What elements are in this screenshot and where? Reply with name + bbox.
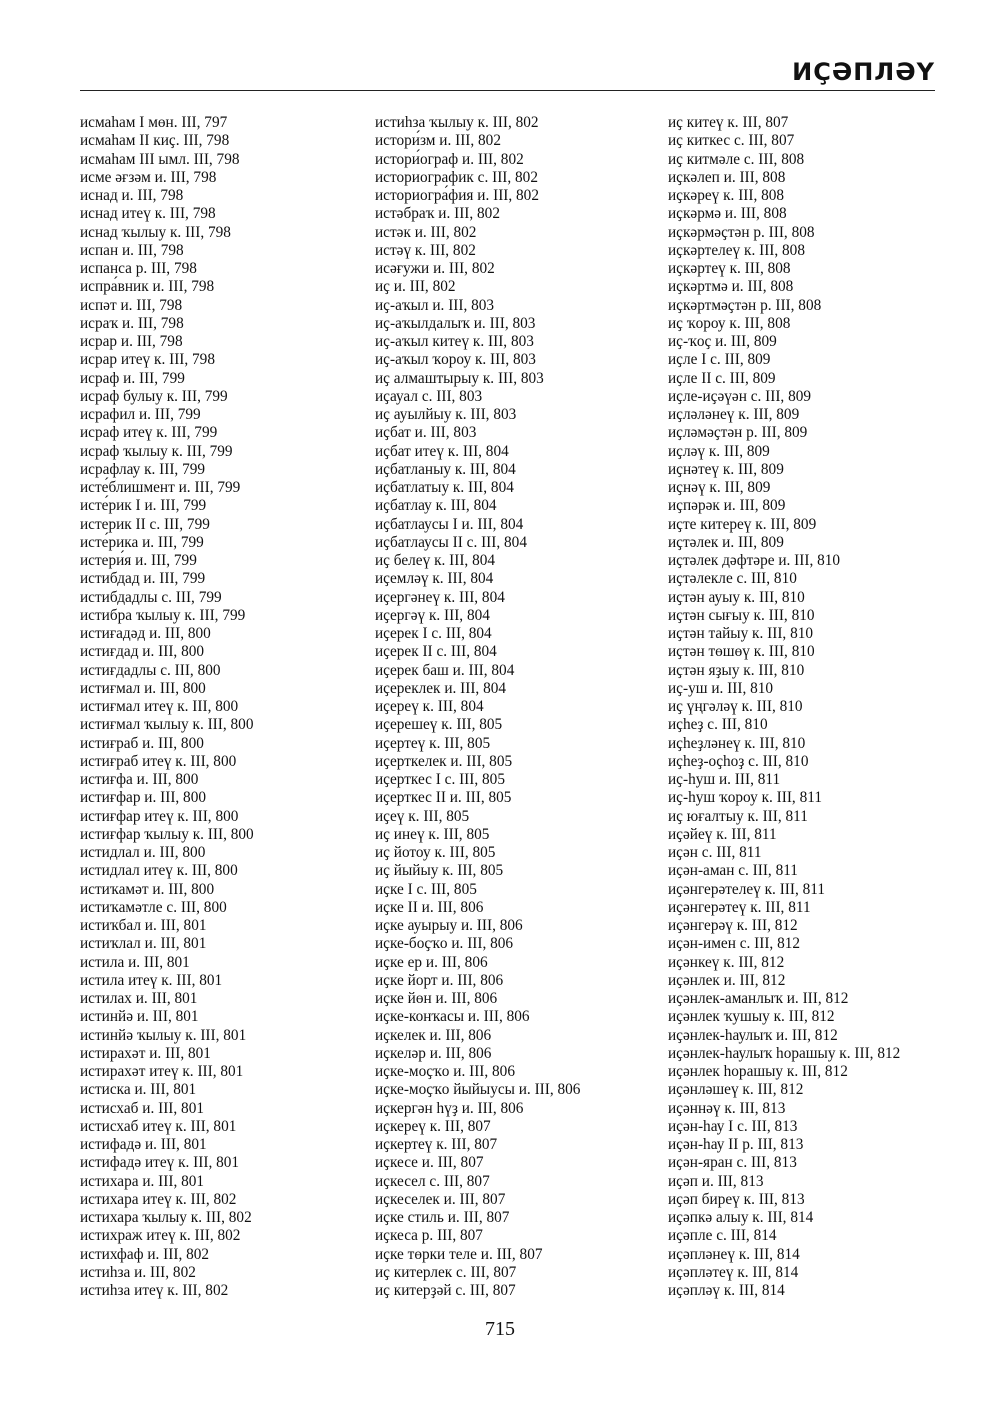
- index-entry: иҫәнгерәтеү к. III, 811: [668, 898, 811, 916]
- running-header: [80, 58, 935, 90]
- index-entry: иҫбатлаусы I и. III, 804: [375, 515, 524, 533]
- index-entry: испра́вник и. III, 798: [80, 278, 215, 296]
- index-entry: иҫәп биреү к. III, 813: [668, 1190, 805, 1208]
- index-entry: иҫтәлек и. III, 809: [668, 533, 784, 551]
- index-entry: иҫнәү к. III, 809: [668, 479, 771, 496]
- index-entry: иҫке ер и. III, 806: [375, 953, 488, 971]
- running-head-title: ИҪӘПЛӘҮ: [792, 58, 935, 86]
- index-entry: иҫергәү к. III, 804: [375, 606, 490, 624]
- index-entry: исрар и. III, 798: [80, 333, 183, 350]
- index-entry: иҫ инеү к. III, 805: [375, 825, 490, 843]
- index-entry: истиҡбал и. III, 801: [80, 917, 207, 934]
- index-entry: иҫке II и. III, 806: [375, 898, 484, 916]
- index-entry: иҫәнләшеү к. III, 812: [668, 1081, 804, 1099]
- index-entry: иснад ҡылыу к. III, 798: [80, 223, 231, 241]
- index-entry: истиһза итеү к. III, 802: [80, 1282, 229, 1299]
- index-entry: истирахәт итеү к. III, 801: [80, 1063, 244, 1080]
- index-entry: истибра ҡылыу к. III, 799: [80, 606, 246, 624]
- index-entry: иҫбатлаусы II с. III, 804: [375, 533, 527, 551]
- index-column-3: [668, 114, 900, 1300]
- index-entry: иҫ йыйыу к. III, 805: [375, 862, 504, 880]
- index-entry: иҫһеҙләнеү к. III, 810: [668, 734, 806, 752]
- index-entry: иҫәнлек-аманлыҡ и. III, 812: [668, 990, 849, 1007]
- index-entry: иҫемләү к. III, 804: [375, 570, 494, 588]
- index-entry: иҫкәртмәҫтән р. III, 808: [668, 296, 822, 314]
- index-entry: истиғраб итеү к. III, 800: [80, 752, 237, 770]
- index-entry: иҫкесел с. III, 807: [375, 1172, 490, 1190]
- index-entry: истила итеү к. III, 801: [80, 971, 223, 989]
- index-entry: иҫ китерҙәй с. III, 807: [375, 1282, 516, 1299]
- index-entry: иҫеү к. III, 805: [375, 807, 470, 825]
- index-entry: исәғужи и. III, 802: [375, 260, 495, 277]
- index-entry: иҫкәреү к. III, 808: [668, 187, 785, 204]
- index-entry: иҫкәртмә и. III, 808: [668, 278, 794, 296]
- index-entry: истихара итеү к. III, 802: [80, 1190, 237, 1208]
- index-entry: иҫ-ҡоҫ и. III, 809: [668, 333, 777, 350]
- index-entry: исмаһам III ымл. III, 798: [80, 150, 240, 168]
- index-entry: истиғадәд и. III, 800: [80, 625, 211, 642]
- index-entry: иҫәпләтеү к. III, 814: [668, 1263, 799, 1281]
- index-entry: истиҡамәтле с. III, 800: [80, 898, 227, 916]
- index-entry: истихраж итеү к. III, 802: [80, 1227, 241, 1245]
- index-entry: иҫтән ауыу к. III, 810: [668, 588, 805, 606]
- index-entry: иҫ-аҡыл и. III, 803: [375, 296, 495, 314]
- index-entry: истәү к. III, 802: [375, 241, 476, 259]
- index-entry: иҫтән сығыу к. III, 810: [668, 606, 815, 624]
- index-entry: иҫ алмаштырыу к. III, 803: [375, 369, 544, 387]
- index-column-1: [80, 114, 254, 1300]
- index-entry: иҫәпләнеү к. III, 814: [668, 1245, 800, 1263]
- index-entry: испан и. III, 798: [80, 241, 184, 259]
- index-entry: исраф ҡылыу к. III, 799: [80, 442, 233, 460]
- index-entry: иҫкертеү к. III, 807: [375, 1136, 498, 1153]
- index-entry: иҫкергән һүҙ и. III, 806: [375, 1099, 524, 1117]
- index-entry: иҫле II с. III, 809: [668, 369, 776, 387]
- index-entry: иснад итеү к. III, 798: [80, 205, 216, 223]
- index-entry: иҫтән яҙыу к. III, 810: [668, 661, 805, 679]
- index-entry: исраф итеү к. III, 799: [80, 424, 218, 442]
- page-number: 715: [485, 1318, 515, 1340]
- index-entry: иҫертеү к. III, 805: [375, 734, 491, 752]
- index-entry: истиһза ҡылыу к. III, 802: [375, 114, 539, 131]
- index-entry: иҫкәрмәҫтән р. III, 808: [668, 223, 815, 241]
- index-entry: иҫбат и. III, 803: [375, 424, 477, 442]
- index-entry: иҫкеса р. III, 807: [375, 1227, 483, 1245]
- index-entry: исрафил и. III, 799: [80, 406, 201, 423]
- index-entry: иҫән с. III, 811: [668, 844, 762, 861]
- index-entry: истидлал и. III, 800: [80, 844, 206, 861]
- index-entry: иҫәнгерәү к. III, 812: [668, 917, 798, 934]
- index-entry: иҫ үңгәләү к. III, 810: [668, 698, 803, 715]
- index-entry: иҫән-яран с. III, 813: [668, 1154, 797, 1172]
- index-entry: иҫтәлекле с. III, 810: [668, 570, 797, 588]
- index-entry: иҫке I с. III, 805: [375, 880, 477, 898]
- index-entry: истибдадлы с. III, 799: [80, 588, 222, 606]
- index-entry: иҫкеләр и. III, 806: [375, 1044, 492, 1062]
- index-entry: иҫ китерлек с. III, 807: [375, 1263, 517, 1281]
- index-entry: иҫһеҙ-оҫһоҙ с. III, 810: [668, 752, 809, 770]
- index-entry: иҫпәрәк и. III, 809: [668, 497, 786, 515]
- index-entry: истори́зм и. III, 802: [375, 132, 501, 150]
- index-entry: иҫһеҙ с. III, 810: [668, 716, 768, 734]
- index-entry: иҫке-боҫҡо и. III, 806: [375, 935, 514, 953]
- index-entry: иҫләү к. III, 809: [668, 442, 770, 460]
- index-entry: иҫерек II с. III, 804: [375, 643, 497, 661]
- index-entry: иҫкәрмә и. III, 808: [668, 205, 787, 223]
- index-entry: иҫән-имен с. III, 812: [668, 935, 801, 953]
- index-entry: истидлал итеү к. III, 800: [80, 862, 238, 880]
- index-entry: истери́я и. III, 799: [80, 552, 197, 569]
- index-entry: иҫерткес II и. III, 805: [375, 789, 512, 807]
- index-entry: иҫән-һау I с. III, 813: [668, 1117, 798, 1135]
- index-entry: иҫле I с. III, 809: [668, 351, 771, 369]
- index-entry: иҫәннәү к. III, 813: [668, 1099, 786, 1117]
- index-entry: иҫкесе и. III, 807: [375, 1154, 484, 1172]
- index-entry: истиска и. III, 801: [80, 1081, 197, 1099]
- index-entry: иҫтән төшөү к. III, 810: [668, 643, 815, 661]
- index-entry: иҫ-аҡыл китеү к. III, 803: [375, 333, 534, 350]
- index-entry: иҫ китмәле с. III, 808: [668, 150, 805, 168]
- index-entry: истиҡамәт и. III, 800: [80, 880, 215, 898]
- index-entry: иҫауал с. III, 803: [375, 387, 483, 405]
- index-entry: иҫке-моҫҡо и. III, 806: [375, 1063, 515, 1080]
- index-entry: исмаһам I мөн. III, 797: [80, 114, 228, 131]
- index-entry: истәк и. III, 802: [375, 223, 477, 241]
- index-entry: иҫерткес I с. III, 805: [375, 771, 505, 788]
- index-entry: иҫке-конҡасы и. III, 806: [375, 1008, 530, 1026]
- index-entry: иҫәнлек һорашыу к. III, 812: [668, 1063, 848, 1080]
- index-entry: иҫән-һау II р. III, 813: [668, 1136, 804, 1153]
- index-entry: иҫәнлек-һаулыҡ һорашыу к. III, 812: [668, 1044, 901, 1062]
- index-entry: иҫ киткес с. III, 807: [668, 132, 795, 150]
- index-entry: истәбраҡ и. III, 802: [375, 205, 500, 223]
- index-entry: иҫкеселек и. III, 807: [375, 1190, 506, 1208]
- index-entry: иҫ белеү к. III, 804: [375, 552, 496, 569]
- index-entry: иҫ ҡороу к. III, 808: [668, 314, 791, 332]
- index-entry: иҫ йотоу к. III, 805: [375, 844, 496, 861]
- index-entry: истисхаб и. III, 801: [80, 1099, 204, 1117]
- index-entry: истилах и. III, 801: [80, 990, 198, 1007]
- index-entry: иҫбат итеү к. III, 804: [375, 442, 509, 460]
- index-entry: иҫбатлатыу к. III, 804: [375, 479, 514, 496]
- index-entry: историографик с. III, 802: [375, 168, 538, 186]
- index-entry: иҫке ауырыу и. III, 806: [375, 917, 523, 934]
- index-entry: истила и. III, 801: [80, 953, 190, 971]
- index-entry: истиһза и. III, 802: [80, 1263, 196, 1281]
- index-entry: иҫәпләү к. III, 814: [668, 1282, 785, 1299]
- index-entry: иҫләмәҫтән р. III, 809: [668, 424, 808, 442]
- index-entry: иҫ-уш и. III, 810: [668, 679, 774, 697]
- index-entry: иҫәнлек-һаулыҡ и. III, 812: [668, 1026, 838, 1044]
- index-entry: иҫерек I с. III, 804: [375, 625, 492, 642]
- index-entry: иҫ-һуш ҡороу к. III, 811: [668, 789, 822, 807]
- index-entry: истибдад и. III, 799: [80, 570, 206, 588]
- index-entry: исраҡ и. III, 798: [80, 314, 184, 332]
- index-entry: иҫәнкеү к. III, 812: [668, 953, 785, 971]
- index-entry: иҫ-аҡыл ҡороу к. III, 803: [375, 351, 536, 369]
- index-entry: иҫ-һуш и. III, 811: [668, 771, 781, 788]
- index-entry: истихара и. III, 801: [80, 1172, 205, 1190]
- index-entry: истерик II с. III, 799: [80, 515, 210, 533]
- index-entry: иҫереү к. III, 804: [375, 698, 484, 715]
- index-entry: иҫерешеү к. III, 805: [375, 716, 503, 734]
- index-entry: истиғфар и. III, 800: [80, 789, 207, 807]
- index-entry: истиғмал итеү к. III, 800: [80, 698, 239, 715]
- index-entry: исте́рика и. III, 799: [80, 533, 204, 551]
- index-entry: исраф булыу к. III, 799: [80, 387, 228, 405]
- index-entry: иҫтәлек дәфтәре и. III, 810: [668, 552, 841, 569]
- index-entry: иҫке йорт и. III, 806: [375, 971, 504, 989]
- header-rule: [80, 90, 935, 91]
- index-entry: иснад и. III, 798: [80, 187, 184, 204]
- index-entry: иҫте китереү к. III, 809: [668, 515, 817, 533]
- index-entry: иҫән-аман с. III, 811: [668, 862, 798, 880]
- index-entry: иҫбатлау к. III, 804: [375, 497, 497, 515]
- index-entry: истори́ограф и. III, 802: [375, 150, 524, 168]
- index-entry: истихфаф и. III, 802: [80, 1245, 210, 1263]
- index-entry: иҫәйеү к. III, 811: [668, 825, 777, 843]
- index-entry: иҫерек баш и. III, 804: [375, 661, 515, 679]
- index-entry: иҫкәртелеү к. III, 808: [668, 241, 805, 259]
- index-entry: иҫләләнеү к. III, 809: [668, 406, 800, 423]
- index-entry: истисхаб итеү к. III, 801: [80, 1117, 237, 1135]
- index-entry: истинйә и. III, 801: [80, 1008, 199, 1026]
- index-entry: иҫкәртеү к. III, 808: [668, 260, 791, 277]
- index-entry: иҫәнгерәтелеү к. III, 811: [668, 880, 826, 898]
- index-entry: иҫкереү к. III, 807: [375, 1117, 491, 1135]
- index-entry: испанса р. III, 798: [80, 260, 197, 277]
- index-entry: иҫәнлек ҡушыу к. III, 812: [668, 1008, 835, 1026]
- index-entry: истиғфар итеү к. III, 800: [80, 807, 239, 825]
- index-entry: истиғфа и. III, 800: [80, 771, 199, 788]
- index-entry: иҫнәтеү к. III, 809: [668, 460, 784, 478]
- index-entry: исрафлау к. III, 799: [80, 460, 206, 478]
- index-entry: иҫ китеү к. III, 807: [668, 114, 789, 131]
- index-entry: иҫәп и. III, 813: [668, 1172, 764, 1190]
- index-entry: иҫтән тайыу к. III, 810: [668, 625, 814, 642]
- index-entry: иҫкелек и. III, 806: [375, 1026, 492, 1044]
- index-entry: иҫке йөн и. III, 806: [375, 990, 498, 1007]
- index-entry: иҫ юғалтыу к. III, 811: [668, 807, 808, 825]
- index-entry: иҫбатланыу к. III, 804: [375, 460, 516, 478]
- index-entry: исте́блишмент и. III, 799: [80, 479, 241, 496]
- index-entry: иҫәпле с. III, 814: [668, 1227, 777, 1245]
- index-entry: исраф и. III, 799: [80, 369, 185, 387]
- index-entry: истихара ҡылыу к. III, 802: [80, 1209, 252, 1226]
- index-entry: иҫергәнеү к. III, 804: [375, 588, 505, 606]
- index-entry: иҫ-аҡылдалыҡ и. III, 803: [375, 314, 536, 332]
- index-entry: иҫке-моҫҡо йыйыусы и. III, 806: [375, 1081, 581, 1099]
- index-entry: истиҡлал и. III, 801: [80, 935, 207, 953]
- index-column-2: [375, 114, 580, 1300]
- index-entry: иҫереклек и. III, 804: [375, 679, 507, 697]
- index-entry: иҫке төрки теле и. III, 807: [375, 1245, 543, 1263]
- index-entry: историогра́фия и. III, 802: [375, 187, 539, 204]
- index-entry: исте́рик I и. III, 799: [80, 497, 207, 515]
- index-entry: иҫәнлек и. III, 812: [668, 971, 786, 989]
- index-entry: иҫ и. III, 802: [375, 278, 456, 296]
- index-entry: иҫле-иҫәүән с. III, 809: [668, 387, 812, 405]
- index-entry: исмаһам II киҫ. III, 798: [80, 132, 230, 150]
- index-entry: истифадә и. III, 801: [80, 1136, 207, 1153]
- index-entry: истиғфар ҡылыу к. III, 800: [80, 825, 254, 843]
- index-entry: иҫкәлеп и. III, 808: [668, 168, 786, 186]
- index-entry: иҫке стиль и. III, 807: [375, 1209, 510, 1226]
- index-entry: истиғмал ҡылыу к. III, 800: [80, 716, 254, 734]
- index-entry: исрар итеү к. III, 798: [80, 351, 215, 369]
- index-entry: истирахәт и. III, 801: [80, 1044, 211, 1062]
- index-entry: иҫәпкә алыу к. III, 814: [668, 1209, 814, 1226]
- index-entry: истинйә ҡылыу к. III, 801: [80, 1026, 247, 1044]
- index-entry: истиғдад и. III, 800: [80, 643, 205, 661]
- index-entry: истифадә итеү к. III, 801: [80, 1154, 240, 1172]
- index-entry: испәт и. III, 798: [80, 296, 183, 314]
- index-entry: исме әғзәм и. III, 798: [80, 168, 217, 186]
- index-entry: истиғраб и. III, 800: [80, 734, 204, 752]
- index-entry: иҫ ауылйыу к. III, 803: [375, 406, 517, 423]
- index-entry: истиғдадлы с. III, 800: [80, 661, 221, 679]
- index-entry: истиғмал и. III, 800: [80, 679, 206, 697]
- index-entry: иҫерткелек и. III, 805: [375, 752, 513, 770]
